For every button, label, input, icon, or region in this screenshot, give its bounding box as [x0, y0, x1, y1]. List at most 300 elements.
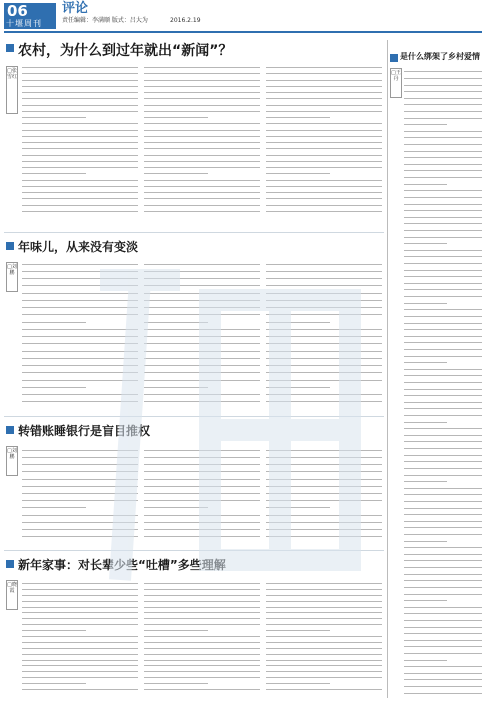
- body-text-line: [22, 167, 138, 168]
- body-text-line: [22, 624, 138, 625]
- article-title: 年味儿，从来没有变淡: [18, 240, 139, 254]
- body-text-line: [404, 104, 482, 105]
- body-text-line: [144, 278, 260, 279]
- body-text-line: [404, 237, 482, 238]
- body-text-line: [266, 358, 382, 359]
- body-text-line: [266, 583, 382, 584]
- paper-name: 十堰周刊: [6, 19, 42, 28]
- body-text-line: [404, 402, 482, 403]
- body-text-line: [144, 173, 208, 174]
- body-text-line: [266, 117, 330, 118]
- section-rule: [4, 550, 384, 551]
- body-text-line: [266, 192, 382, 193]
- body-text-line: [266, 271, 382, 272]
- body-text-line: [22, 123, 138, 124]
- body-text-line: [22, 372, 138, 373]
- article-body-text: [22, 64, 382, 214]
- body-text-line: [266, 522, 382, 523]
- body-text-line: [404, 560, 482, 561]
- body-text-line: [404, 640, 482, 641]
- body-text-line: [404, 137, 482, 138]
- body-text-line: [266, 336, 382, 337]
- body-text-line: [404, 289, 482, 290]
- body-text-line: [404, 494, 482, 495]
- body-text-line: [404, 283, 482, 284]
- body-text-line: [144, 689, 260, 690]
- body-text-line: [404, 455, 482, 456]
- body-text-line: [404, 633, 482, 634]
- body-text-line: [266, 293, 382, 294]
- article-byline: □刘鹏: [6, 262, 18, 292]
- page-number-box: [4, 3, 56, 29]
- body-text-line: [144, 180, 260, 181]
- body-text-line: [266, 155, 382, 156]
- editor-line: 责任编辑：李满顺 版式：吕大为: [62, 17, 148, 24]
- body-text-line: [144, 351, 260, 352]
- body-text-line: [22, 117, 86, 118]
- body-text-line: [404, 554, 482, 555]
- body-text-line: [144, 271, 260, 272]
- body-text-line: [266, 500, 382, 501]
- body-text-line: [22, 464, 138, 465]
- body-text-line: [266, 167, 382, 168]
- body-text-line: [266, 536, 382, 537]
- title-marker-icon: [6, 560, 14, 568]
- body-text-line: [266, 173, 330, 174]
- body-text-line: [144, 612, 260, 613]
- masthead: [0, 0, 486, 32]
- body-text-line: [22, 205, 138, 206]
- body-text-line: [404, 223, 482, 224]
- body-text-line: [22, 471, 138, 472]
- body-text-line: [404, 475, 482, 476]
- body-text-line: [144, 192, 260, 193]
- body-text-line: [144, 450, 260, 451]
- body-text-line: [266, 595, 382, 596]
- body-text-line: [144, 300, 260, 301]
- body-text-line: [404, 620, 482, 621]
- body-text-line: [22, 343, 138, 344]
- body-text-line: [22, 285, 138, 286]
- body-text-line: [144, 105, 260, 106]
- body-text-line: [144, 500, 260, 501]
- body-text-line: [22, 67, 138, 68]
- body-text-line: [144, 314, 260, 315]
- body-text-line: [266, 136, 382, 137]
- article-title: 农村，为什么到过年就出“新闻”？: [18, 43, 233, 59]
- body-text-line: [22, 500, 138, 501]
- body-text-line: [22, 450, 138, 451]
- body-text-line: [404, 118, 482, 119]
- body-text-line: [266, 689, 382, 690]
- title-marker-icon: [390, 54, 398, 62]
- body-text-line: [266, 464, 382, 465]
- body-text-line: [144, 522, 260, 523]
- body-text-line: [404, 170, 482, 171]
- body-text-line: [266, 624, 382, 625]
- body-text-line: [404, 666, 482, 667]
- body-text-line: [22, 618, 138, 619]
- body-text-line: [22, 329, 138, 330]
- body-text-line: [266, 486, 382, 487]
- body-text-line: [22, 180, 138, 181]
- body-text-line: [266, 654, 382, 655]
- body-text-line: [404, 270, 482, 271]
- body-text-line: [144, 307, 260, 308]
- body-text-line: [404, 395, 482, 396]
- body-text-line: [404, 646, 482, 647]
- body-text-line: [404, 217, 482, 218]
- body-text-line: [404, 660, 447, 661]
- body-text-line: [404, 613, 482, 614]
- body-text-line: [266, 73, 382, 74]
- body-text-line: [144, 457, 260, 458]
- body-text-line: [22, 648, 138, 649]
- section-name: 评论: [62, 1, 89, 16]
- body-text-line: [266, 507, 330, 508]
- body-text-line: [144, 123, 260, 124]
- body-text-line: [404, 151, 482, 152]
- body-text-line: [22, 683, 86, 684]
- body-text-line: [144, 536, 260, 537]
- body-text-line: [404, 250, 482, 251]
- body-text-line: [266, 130, 382, 131]
- body-text-line: [22, 300, 138, 301]
- body-text-line: [404, 501, 482, 502]
- body-text-line: [266, 343, 382, 344]
- body-text-line: [22, 155, 138, 156]
- article-body-text: [22, 260, 382, 405]
- title-marker-icon: [6, 44, 14, 52]
- body-text-line: [404, 98, 482, 99]
- body-text-line: [144, 343, 260, 344]
- column-divider: [387, 40, 388, 698]
- article-title: 是什么绑架了乡村爱情: [400, 52, 480, 61]
- body-text-line: [144, 92, 260, 93]
- body-text-line: [144, 67, 260, 68]
- body-text-line: [404, 263, 482, 264]
- body-text-line: [404, 184, 447, 185]
- body-text-line: [144, 601, 260, 602]
- body-text-line: [144, 130, 260, 131]
- article-3: [0, 416, 386, 546]
- body-text-line: [404, 131, 482, 132]
- body-text-line: [404, 415, 482, 416]
- body-text-line: [144, 186, 260, 187]
- body-text-line: [266, 264, 382, 265]
- body-text-line: [404, 336, 482, 337]
- body-text-line: [266, 148, 382, 149]
- body-text-line: [22, 654, 138, 655]
- body-text-line: [404, 243, 447, 244]
- body-text-line: [266, 660, 382, 661]
- body-text-line: [404, 521, 482, 522]
- body-text-line: [404, 144, 482, 145]
- issue-date: 2016.2.19: [170, 17, 201, 24]
- body-text-line: [404, 369, 482, 370]
- body-text-line: [404, 527, 482, 528]
- body-text-line: [144, 86, 260, 87]
- body-text-line: [404, 679, 482, 680]
- body-text-line: [144, 683, 208, 684]
- body-text-line: [266, 180, 382, 181]
- body-text-line: [22, 314, 138, 315]
- body-text-line: [22, 73, 138, 74]
- body-text-line: [22, 630, 86, 631]
- article-body-text: [22, 580, 382, 692]
- body-text-line: [144, 636, 260, 637]
- body-text-line: [266, 314, 382, 315]
- body-text-line: [144, 211, 260, 212]
- body-text-line: [404, 111, 482, 112]
- body-text-line: [22, 92, 138, 93]
- body-text-line: [266, 205, 382, 206]
- body-text-line: [404, 389, 482, 390]
- body-text-line: [144, 648, 260, 649]
- body-text-line: [22, 394, 138, 395]
- article-title: 转错账睡银行是盲目推权: [18, 424, 151, 438]
- body-text-line: [404, 673, 482, 674]
- body-text-line: [22, 671, 138, 672]
- article-2: [0, 232, 386, 412]
- body-text-line: [404, 428, 482, 429]
- body-text-line: [266, 92, 382, 93]
- body-text-line: [22, 278, 138, 279]
- body-text-line: [404, 230, 482, 231]
- body-text-line: [144, 205, 260, 206]
- body-text-line: [266, 322, 330, 323]
- body-text-line: [266, 450, 382, 451]
- body-text-line: [404, 197, 482, 198]
- body-text-line: [22, 677, 138, 678]
- body-text-line: [144, 677, 260, 678]
- body-text-line: [144, 98, 260, 99]
- body-text-line: [266, 671, 382, 672]
- body-text-line: [22, 336, 138, 337]
- article-1: [0, 36, 386, 226]
- body-text-line: [22, 689, 138, 690]
- body-text-line: [266, 80, 382, 81]
- body-text-line: [266, 612, 382, 613]
- body-text-line: [266, 471, 382, 472]
- body-text-line: [144, 264, 260, 265]
- header-rule: [4, 31, 482, 33]
- body-text-line: [144, 336, 260, 337]
- body-text-line: [22, 515, 138, 516]
- body-text-line: [404, 600, 447, 601]
- body-text-line: [144, 665, 260, 666]
- body-text-line: [404, 204, 482, 205]
- body-text-line: [404, 686, 482, 687]
- body-text-line: [404, 276, 482, 277]
- body-text-line: [144, 372, 260, 373]
- body-text-line: [404, 441, 482, 442]
- body-text-line: [404, 514, 482, 515]
- body-text-line: [266, 394, 382, 395]
- body-text-line: [22, 607, 138, 608]
- body-text-line: [404, 303, 447, 304]
- body-text-line: [404, 316, 482, 317]
- body-text-line: [22, 105, 138, 106]
- body-text-line: [22, 271, 138, 272]
- article-4: [0, 550, 386, 700]
- body-text-line: [22, 486, 138, 487]
- body-text-line: [404, 607, 482, 608]
- body-text-line: [404, 349, 482, 350]
- body-text-line: [22, 86, 138, 87]
- body-text-line: [266, 529, 382, 530]
- body-text-line: [404, 567, 482, 568]
- body-text-line: [22, 636, 138, 637]
- body-text-line: [144, 293, 260, 294]
- body-text-line: [404, 580, 482, 581]
- body-text-line: [404, 468, 482, 469]
- body-text-line: [144, 529, 260, 530]
- body-text-line: [144, 80, 260, 81]
- body-text-line: [404, 541, 447, 542]
- body-text-line: [404, 435, 482, 436]
- body-text-line: [22, 660, 138, 661]
- body-text-line: [266, 665, 382, 666]
- body-text-line: [266, 457, 382, 458]
- body-text-line: [22, 479, 138, 480]
- body-text-line: [22, 595, 138, 596]
- body-text-line: [144, 401, 260, 402]
- body-text-line: [22, 192, 138, 193]
- article-body-text: [22, 446, 382, 540]
- body-text-line: [404, 448, 482, 449]
- body-text-line: [22, 307, 138, 308]
- body-text-line: [22, 293, 138, 294]
- section-rule: [4, 416, 384, 417]
- body-text-line: [266, 329, 382, 330]
- body-text-line: [144, 589, 260, 590]
- body-text-line: [404, 296, 482, 297]
- body-text-line: [404, 256, 482, 257]
- body-text-line: [144, 660, 260, 661]
- body-text-line: [266, 161, 382, 162]
- title-marker-icon: [6, 426, 14, 434]
- article-title: 新年家事：对长辈少些“吐槽”多些理解: [18, 558, 226, 572]
- body-text-line: [266, 636, 382, 637]
- body-text-line: [144, 618, 260, 619]
- body-text-line: [404, 356, 482, 357]
- body-text-line: [266, 618, 382, 619]
- body-text-line: [404, 323, 482, 324]
- body-text-line: [266, 67, 382, 68]
- body-text-line: [404, 164, 482, 165]
- body-text-line: [404, 342, 482, 343]
- body-text-line: [266, 307, 382, 308]
- body-text-line: [22, 351, 138, 352]
- body-text-line: [266, 677, 382, 678]
- body-text-line: [266, 387, 330, 388]
- article-byline: □刘鹏: [6, 446, 18, 476]
- body-text-line: [404, 534, 482, 535]
- body-text-line: [266, 493, 382, 494]
- body-text-line: [266, 142, 382, 143]
- body-text-line: [22, 493, 138, 494]
- body-text-line: [266, 86, 382, 87]
- body-text-line: [266, 300, 382, 301]
- body-text-line: [144, 329, 260, 330]
- body-text-line: [22, 536, 138, 537]
- body-text-line: [144, 73, 260, 74]
- body-text-line: [266, 278, 382, 279]
- article-body-text: [404, 68, 482, 696]
- body-text-line: [144, 198, 260, 199]
- body-text-line: [266, 589, 382, 590]
- body-text-line: [22, 589, 138, 590]
- body-text-line: [144, 148, 260, 149]
- body-text-line: [144, 161, 260, 162]
- body-text-line: [266, 479, 382, 480]
- body-text-line: [22, 211, 138, 212]
- body-text-line: [22, 142, 138, 143]
- body-text-line: [144, 117, 208, 118]
- body-text-line: [404, 71, 482, 72]
- body-text-line: [404, 78, 482, 79]
- body-text-line: [266, 105, 382, 106]
- body-text-line: [144, 486, 260, 487]
- body-text-line: [266, 211, 382, 212]
- body-text-line: [144, 142, 260, 143]
- body-text-line: [22, 365, 138, 366]
- body-text-line: [144, 595, 260, 596]
- body-text-line: [144, 136, 260, 137]
- body-text-line: [22, 401, 138, 402]
- body-text-line: [266, 607, 382, 608]
- body-text-line: [266, 365, 382, 366]
- body-text-line: [144, 322, 208, 323]
- body-text-line: [144, 671, 260, 672]
- body-text-line: [404, 124, 447, 125]
- title-marker-icon: [6, 242, 14, 250]
- body-text-line: [266, 351, 382, 352]
- body-text-line: [22, 665, 138, 666]
- body-text-line: [266, 372, 382, 373]
- body-text-line: [404, 547, 482, 548]
- body-text-line: [22, 130, 138, 131]
- body-text-line: [22, 264, 138, 265]
- body-text-line: [22, 380, 138, 381]
- body-text-line: [144, 380, 260, 381]
- body-text-line: [22, 148, 138, 149]
- body-text-line: [404, 329, 482, 330]
- body-text-line: [404, 481, 447, 482]
- body-text-line: [144, 624, 260, 625]
- body-text-line: [22, 529, 138, 530]
- body-text-line: [144, 515, 260, 516]
- body-text-line: [22, 322, 86, 323]
- body-text-line: [404, 190, 482, 191]
- body-text-line: [144, 630, 208, 631]
- body-text-line: [22, 522, 138, 523]
- body-text-line: [144, 583, 260, 584]
- body-text-line: [404, 91, 482, 92]
- body-text-line: [404, 177, 482, 178]
- body-text-line: [404, 461, 482, 462]
- body-text-line: [404, 508, 482, 509]
- body-text-line: [404, 422, 447, 423]
- article-byline: □王丹: [390, 68, 402, 98]
- body-text-line: [144, 394, 260, 395]
- body-text-line: [266, 198, 382, 199]
- body-text-line: [22, 111, 138, 112]
- body-text-line: [404, 382, 482, 383]
- body-text-line: [144, 285, 260, 286]
- body-text-line: [266, 601, 382, 602]
